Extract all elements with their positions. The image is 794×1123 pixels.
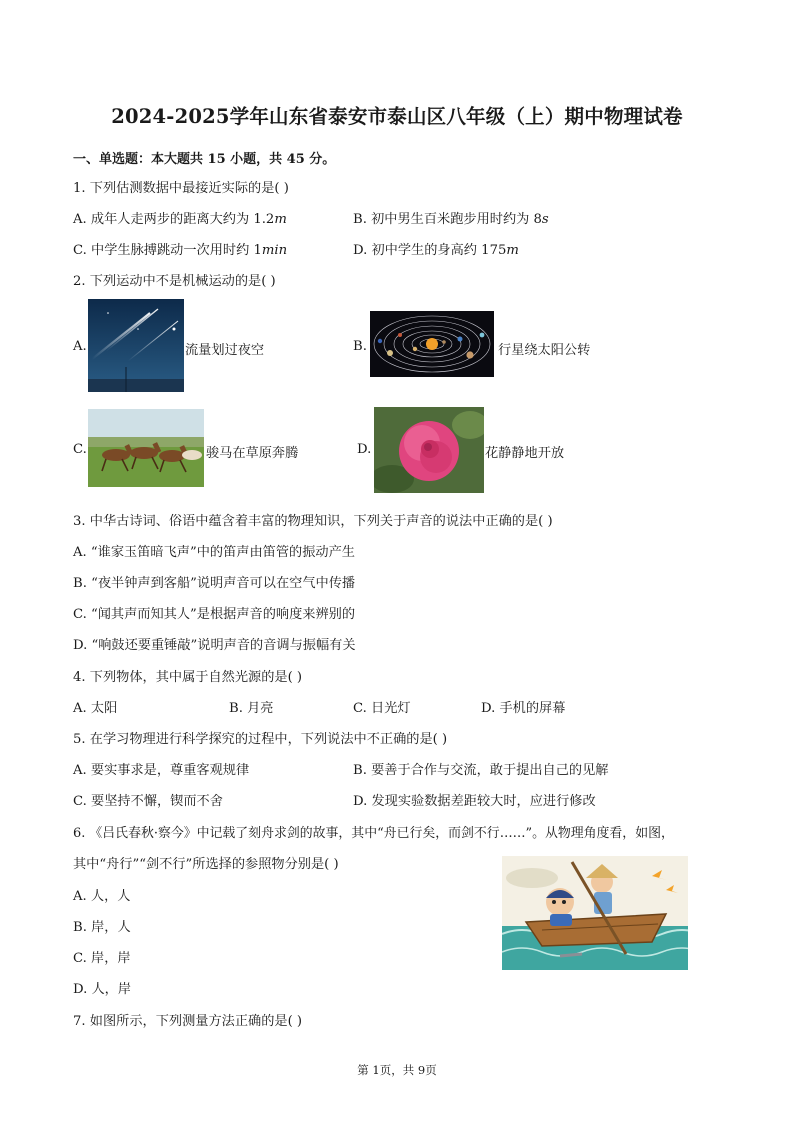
q1-option-c-unit: min — [261, 243, 288, 258]
q3-option-b: B. “夜半钟声到客船”说明声音可以在空气中传播 — [73, 576, 356, 591]
q1-option-d-unit: m — [506, 243, 519, 258]
q6-stem-line2: 其中“舟行”“剑不行”所选择的参照物分别是( ) — [73, 857, 339, 872]
q1-option-d-text: D. 初中学生的身高约 175 — [353, 243, 507, 258]
q5-option-d: D. 发现实验数据差距较大时，应进行修改 — [353, 794, 596, 809]
flower-image — [374, 407, 484, 493]
page-title: 2024-2025学年山东省泰安市泰山区八年级（上）期中物理试卷 — [111, 105, 683, 128]
horses-image — [88, 409, 204, 487]
q1-option-a-text: A. 成年人走两步的距离大约为 1.2 — [73, 212, 275, 227]
q1-option-a-unit: m — [274, 212, 287, 227]
q6-stem-line1: 6. 《吕氏春秋·察今》中记载了刻舟求剑的故事，其中“舟已行矣，而剑不行……”。从物理角度看，如图， — [73, 826, 674, 841]
q1-option-b-text: B. 初中男生百米跑步用时约为 8 — [353, 212, 542, 227]
q6-option-c: C. 岸，岸 — [73, 951, 131, 966]
meteor-image — [88, 299, 184, 392]
q1-option-c — [73, 239, 287, 258]
q3-option-c: C. “闻其声而知其人”是根据声音的响度来辨别的 — [73, 607, 356, 622]
q1-option-b-unit: s — [541, 212, 549, 227]
q2-option-d-letter: D. — [357, 442, 372, 457]
boat-cartoon-image — [502, 856, 688, 970]
q2-option-a-text: 流量划过夜空 — [185, 343, 265, 358]
q4-option-b: B. 月亮 — [229, 701, 274, 716]
q2-option-b-text: 行星绕太阳公转 — [498, 343, 591, 358]
q5-stem: 5. 在学习物理进行科学探究的过程中，下列说法中不正确的是( ) — [73, 732, 448, 747]
q2-option-c-letter: C. — [73, 442, 87, 457]
q3-stem: 3. 中华古诗词、俗语中蕴含着丰富的物理知识，下列关于声音的说法中正确的是( ) — [73, 514, 553, 529]
q1-option-a — [73, 208, 287, 227]
q4-option-a: A. 太阳 — [73, 701, 118, 716]
q6-option-a: A. 人，人 — [73, 889, 131, 904]
q2-stem: 2. 下列运动中不是机械运动的是( ) — [73, 274, 276, 289]
q2-option-a-letter: A. — [73, 339, 87, 354]
q1-option-b — [353, 208, 549, 227]
q4-option-c: C. 日光灯 — [353, 701, 411, 716]
q3-option-d: D. “响鼓还要重锤敲”说明声音的音调与振幅有关 — [73, 638, 356, 653]
q6-option-b: B. 岸，人 — [73, 920, 131, 935]
q5-option-b: B. 要善于合作与交流，敢于提出自己的见解 — [353, 763, 609, 778]
q5-option-c: C. 要坚持不懈，锲而不舍 — [73, 794, 223, 809]
solar-system-image — [370, 311, 494, 377]
q4-stem: 4. 下列物体，其中属于自然光源的是( ) — [73, 670, 303, 685]
q4-option-d: D. 手机的屏幕 — [481, 701, 566, 716]
q5-option-a: A. 要实事求是，尊重客观规律 — [73, 763, 250, 778]
q1-option-d — [353, 239, 519, 258]
section-heading: 一、单选题：本大题共 15 小题，共 45 分。 — [73, 152, 336, 167]
q2-option-d-text: 花静静地开放 — [485, 446, 565, 461]
q1-option-c-text: C. 中学生脉搏跳动一次用时约 1 — [73, 243, 262, 258]
q7-stem: 7. 如图所示，下列测量方法正确的是( ) — [73, 1014, 303, 1029]
page-footer: 第 1页，共 9页 — [357, 1063, 437, 1077]
q2-option-b-letter: B. — [353, 339, 367, 354]
q1-stem: 1. 下列估测数据中最接近实际的是( ) — [73, 181, 289, 196]
q3-option-a: A. “谁家玉笛暗飞声”中的笛声由笛管的振动产生 — [73, 545, 355, 560]
q6-option-d: D. 人，岸 — [73, 982, 132, 997]
q2-option-c-text: 骏马在草原奔腾 — [206, 446, 299, 461]
